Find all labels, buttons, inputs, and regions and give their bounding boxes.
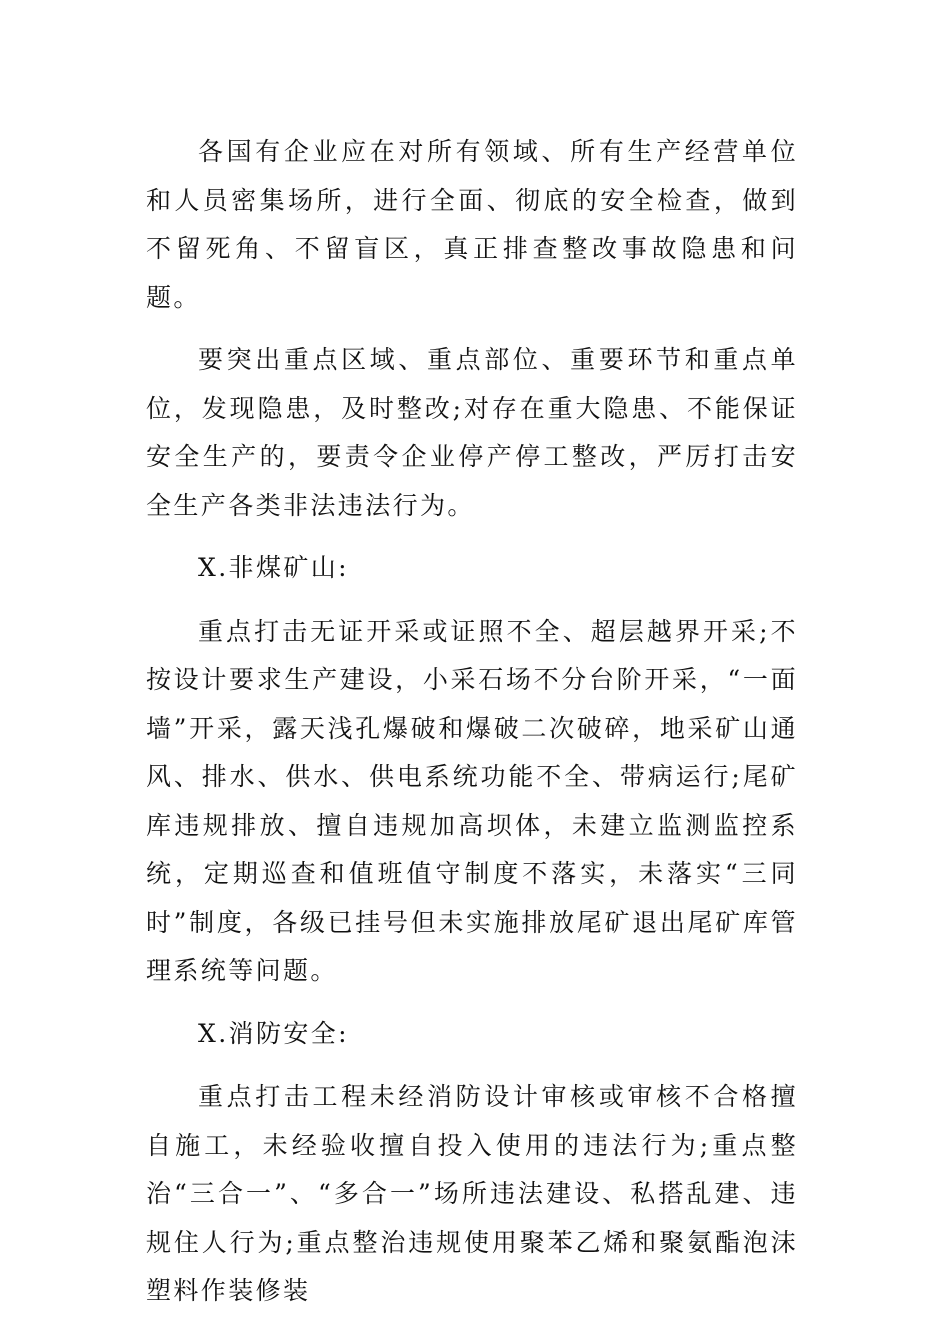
heading-fire-safety: X.消防安全: — [198, 1018, 349, 1048]
paragraph-inspection-scope: 各国有企业应在对所有领域、所有生产经营单位和人员密集场所，进行全面、彻底的安全检查，做到不留死角、不留盲区，真正排查整改事故隐患和问题。 — [146, 137, 798, 312]
document-body — [146, 128, 798, 1330]
paragraph-non-coal-mines: 重点打击无证开采或证照不全、超层越界开采;不按设计要求生产建设，小采石场不分台阶开采，“一面墙”开采，露天浅孔爆破和爆破二次破碎，地采矿山通风、排水、供水、供电系统功能不全、带病运行;尾矿库违规排放、擅自违规加高坝体，未建立监测监控系统，定期巡查和值班值守制度不落实，未落实“三同时”制度，各级已挂号但未实施排放尾矿退出尾矿库管理系统等问题。 — [146, 616, 798, 985]
heading-non-coal-mines: X.非煤矿山: — [198, 553, 349, 582]
paragraph-key-areas: 要突出重点区域、重点部位、重要环节和重点单位，发现隐患，及时整改;对存在重大隐患、不能保证安全生产的，要责令企业停产停工整改，严厉打击安全生产各类非法违法行为。 — [146, 345, 798, 520]
paragraph-fire-safety: 重点打击工程未经消防设计审核或审核不合格擅自施工，未经验收擅自投入使用的违法行为;重点整治“三合一”、“多合一”场所违法建设、私搭乱建、违规住人行为;重点整治违规使用聚苯乙烯和聚氨酯泡沫塑料作装修装 — [146, 1082, 798, 1305]
